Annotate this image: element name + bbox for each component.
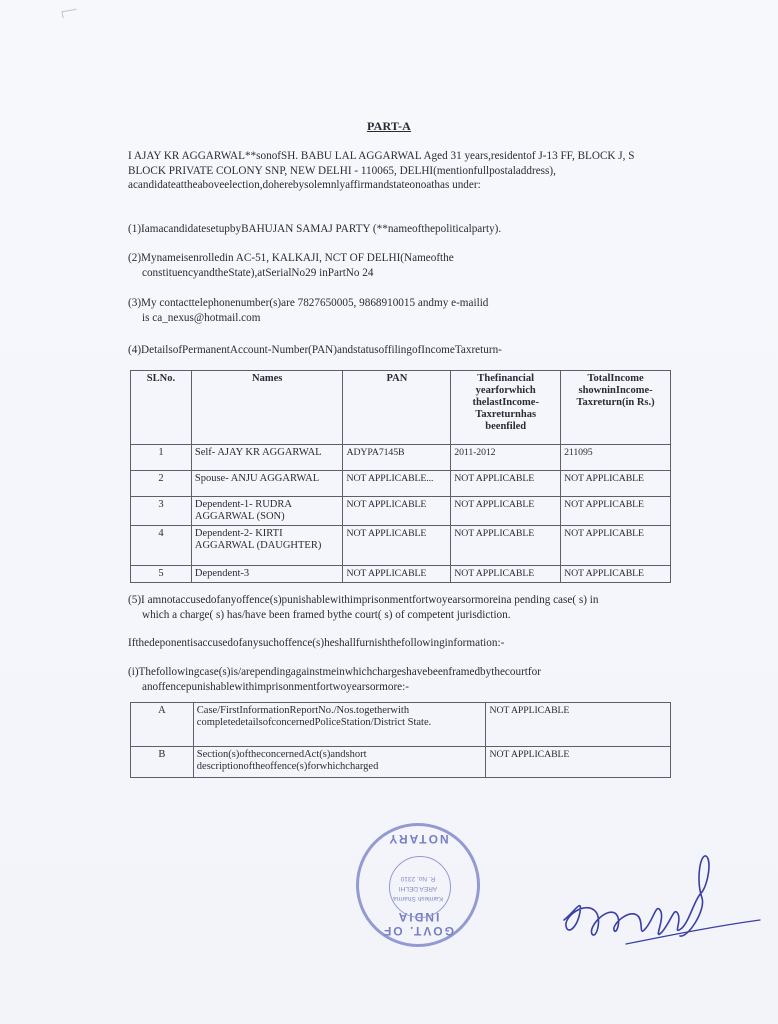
deponent-note: Ifthedeponentisaccusedofanysuchoffence(s)heshallfurnishthefollowinginformation:- [128, 637, 505, 649]
row-income: NOT APPLICABLE [561, 526, 671, 566]
item-2-enrolment [128, 251, 663, 280]
row-sl: 2 [131, 471, 192, 497]
header-financial-year: Thefinancial yearforwhich thelastIncome-Taxreturnhas beenfiled [451, 371, 561, 445]
row-income: 211095 [561, 445, 671, 471]
item-i-line-2: anoffencepunishablewithimprisonmentfortwoyearsormore:- [142, 680, 409, 693]
table-row [131, 526, 671, 566]
row-sl: 1 [131, 445, 192, 471]
item-3-line-1: (3)My contacttelephonenumber(s)are 7827650005, 9868910015 andmy e-mailid [128, 297, 489, 309]
case-description: Section(s)oftheconcernedAct(s)andshort descriptionoftheoffence(s)forwhichcharged [193, 747, 486, 778]
item-4-pan-heading: (4)DetailsofPermanentAccount-Number(PAN)andstatusoffilingofIncomeTaxreturn- [128, 344, 502, 356]
row-pan: ADYPA7145B [343, 445, 451, 471]
scan-mark [62, 9, 78, 18]
row-sl: 4 [131, 526, 192, 566]
header-pan: PAN [343, 371, 451, 445]
item-3-contact [128, 296, 663, 325]
table-row [131, 445, 671, 471]
row-pan: NOT APPLICABLE... [343, 471, 451, 497]
item-2-line-1: (2)Mynameisenrolledin AC-51, KALKAJI, NCT OF DELHI(Nameofthe [128, 252, 454, 264]
row-year: NOT APPLICABLE [451, 526, 561, 566]
item-5-line-2: which a charge( s) has/have been framed bythe court( s) of competent jurisdiction. [142, 608, 511, 621]
row-name: Dependent-1- RUDRA AGGARWAL (SON) [191, 497, 343, 526]
table-row [131, 566, 671, 583]
row-name: Dependent-2- KIRTI AGGARWAL (DAUGHTER) [191, 526, 343, 566]
header-names: Names [191, 371, 343, 445]
row-year: NOT APPLICABLE [451, 497, 561, 526]
item-5-line-1: (5)I amnotaccusedofanyoffence(s)punishablewithimprisonmentfortwoyearsormoreina pending case( s) in [128, 594, 599, 606]
intro-paragraph: I AJAY KR AGGARWAL**sonofSH. BABU LAL AGGARWAL Aged 31 years,residentof J-13 FF, BLOCK J, S BLOCK PRIVATE COLONY SNP, NEW DELHI - 110065, DELHI(mentionfullpostaladdress), acandidateattheaboveelection,doherebysolemnlyaffirmandstateonoathas under: [128, 150, 635, 191]
row-sl: 5 [131, 566, 192, 583]
stamp-center-line-2: AREA DELHI [398, 885, 438, 892]
item-i-line-1: (i)Thefollowingcase(s)is/arependingagainstmeinwhichchargeshavebeenframedbythecourtfor [128, 666, 541, 678]
item-i-cases [128, 665, 663, 694]
signature-stroke [564, 856, 709, 936]
page-title: PART-A [366, 119, 412, 133]
header-total-income: TotalIncome showninIncome-Taxreturn(in Rs.) [561, 371, 671, 445]
row-income: NOT APPLICABLE [561, 471, 671, 497]
table-row [131, 497, 671, 526]
row-sl: 3 [131, 497, 192, 526]
row-name: Spouse- ANJU AGGARWAL [191, 471, 343, 497]
pan-table [130, 370, 671, 583]
row-pan: NOT APPLICABLE [343, 526, 451, 566]
stamp-top-text: GOVT. OF INDIA [382, 910, 455, 938]
case-label: A [131, 703, 194, 747]
row-name: Self- AJAY KR AGGARWAL [191, 445, 343, 471]
pan-table-header [131, 371, 671, 445]
case-table [130, 702, 671, 778]
header-slno: SLNo. [131, 371, 192, 445]
row-name: Dependent-3 [191, 566, 343, 583]
stamp-center-line-1: Kamlesh Sharma [393, 895, 443, 902]
item-2-line-2: constituencyandtheState),atSerialNo29 inPartNo 24 [142, 266, 374, 279]
notary-stamp [356, 823, 480, 947]
row-year: 2011-2012 [451, 445, 561, 471]
row-income: NOT APPLICABLE [561, 497, 671, 526]
case-description: Case/FirstInformationReportNo./Nos.togetherwith completedetailsofconcernedPoliceStation/District State. [193, 703, 486, 747]
item-1-party: (1)IamacandidatesetupbyBAHUJAN SAMAJ PARTY (**nameofthepoliticalparty). [128, 223, 502, 235]
stamp-center-line-3: R. No. 2310 [400, 875, 436, 882]
signature [556, 840, 766, 950]
row-income: NOT APPLICABLE [561, 566, 671, 583]
stamp-bottom-text: NOTARY [387, 832, 449, 846]
row-year: NOT APPLICABLE [451, 471, 561, 497]
table-row [131, 747, 671, 778]
table-row [131, 703, 671, 747]
row-pan: NOT APPLICABLE [343, 497, 451, 526]
table-row [131, 471, 671, 497]
item-3-line-2: is ca_nexus@hotmail.com [142, 311, 261, 324]
case-label: B [131, 747, 194, 778]
row-pan: NOT APPLICABLE [343, 566, 451, 583]
case-value: NOT APPLICABLE [486, 747, 671, 778]
case-value: NOT APPLICABLE [486, 703, 671, 747]
row-year: NOT APPLICABLE [451, 566, 561, 583]
item-5-offence [128, 593, 673, 622]
signature-underline [626, 920, 760, 944]
